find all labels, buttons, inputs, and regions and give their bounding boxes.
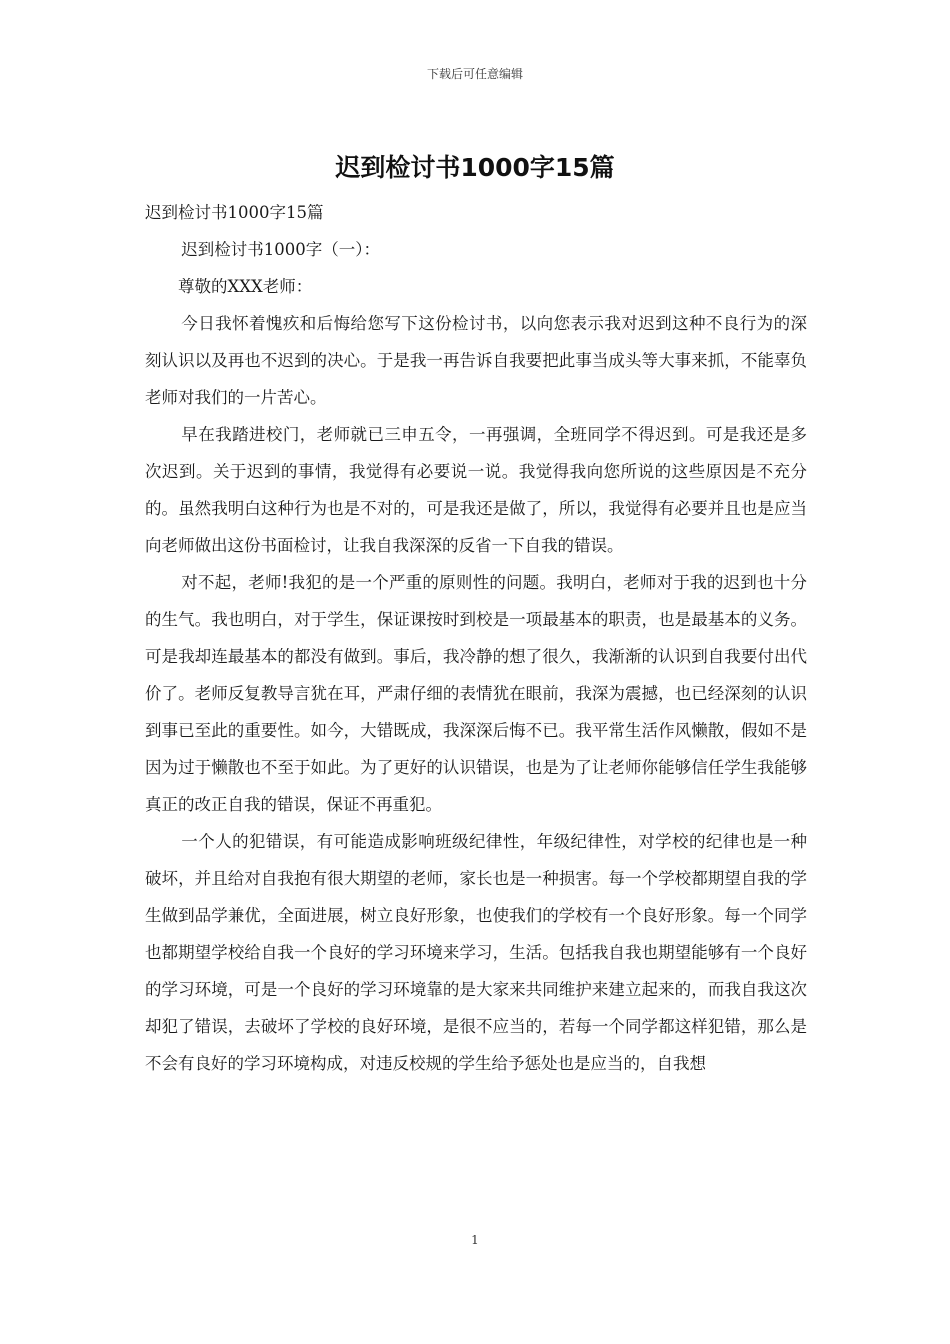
document-body: [145, 194, 807, 1082]
section-heading: 迟到检讨书1000字（一）：: [181, 240, 381, 259]
salutation: 尊敬的XXX老师：: [178, 277, 313, 296]
body-paragraph-1: 今日我怀着愧疚和后悔给您写下这份检讨书，以向您表示我对迟到这种不良行为的深刻认识以及再也不迟到的决心。于是我一再告诉自我要把此事当成头等大事来抓，不能辜负老师对我们的一片苦心。: [145, 314, 807, 407]
page-header-note: 下载后可任意编辑: [426, 67, 523, 81]
document-title: 迟到检讨书1000字15篇: [335, 153, 615, 182]
body-paragraph-4: 一个人的犯错误，有可能造成影响班级纪律性，年级纪律性，对学校的纪律也是一种破坏，并且给对自我抱有很大期望的老师，家长也是一种损害。每一个学校都期望自我的学生做到品学兼优，全面进展，树立良好形象，也使我们的学校有一个良好形象。每一个同学也都期望学校给自我一个良好的学习环境来学习，生活。包括我自我也期望能够有一个良好的学习环境，可是一个良好的学习环境靠的是大家来共同维护来建立起来的，而我自我这次却犯了错误，去破坏了学校的良好环境，是很不应当的，若每一个同学都这样犯错，那么是不会有良好的学习环境构成，对违反校规的学生给予惩处也是应当的，自我想: [145, 832, 807, 1073]
body-paragraph-2: 早在我踏进校门，老师就已三申五令，一再强调，全班同学不得迟到。可是我还是多次迟到。关于迟到的事情，我觉得有必要说一说。我觉得我向您所说的这些原因是不充分的。虽然我明白这种行为也是不对的，可是我还是做了，所以，我觉得有必要并且也是应当向老师做出这份书面检讨，让我自我深深的反省一下自我的错误。: [145, 425, 807, 555]
page-number: 1: [471, 1233, 479, 1247]
document-subtitle: 迟到检讨书1000字15篇: [145, 203, 324, 222]
body-paragraph-3: 对不起，老师!我犯的是一个严重的原则性的问题。我明白，老师对于我的迟到也十分的生气。我也明白，对于学生，保证课按时到校是一项最基本的职责，也是最基本的义务。可是我却连最基本的都没有做到。事后，我冷静的想了很久，我渐渐的认识到自我要付出代价了。老师反复教导言犹在耳，严肃仔细的表情犹在眼前，我深为震撼，也已经深刻的认识到事已至此的重要性。如今，大错既成，我深深后悔不已。我平常生活作风懒散，假如不是因为过于懒散也不至于如此。为了更好的认识错误，也是为了让老师你能够信任学生我能够真正的改正自我的错误，保证不再重犯。: [145, 573, 807, 814]
